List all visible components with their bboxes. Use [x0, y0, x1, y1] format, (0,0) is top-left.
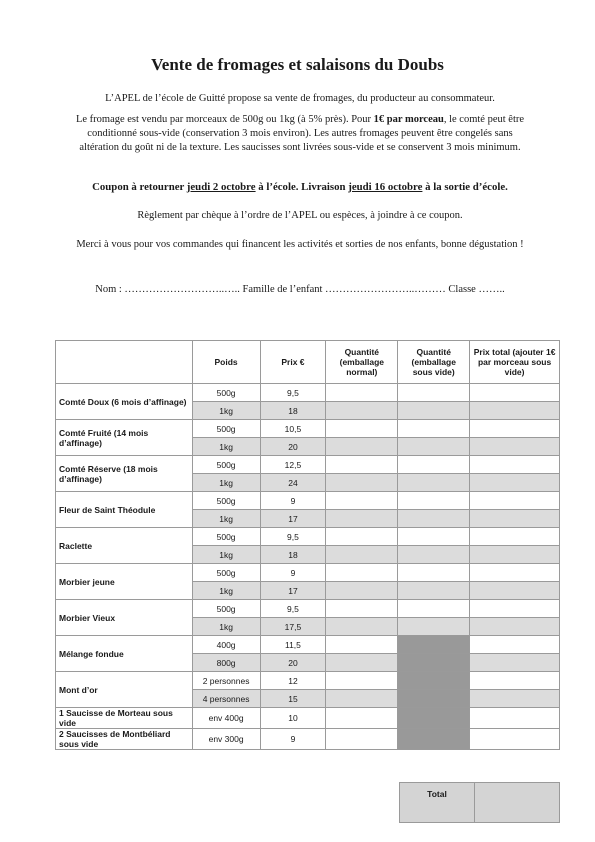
- product-price: 11,5: [260, 636, 326, 654]
- qty-normal-field[interactable]: [326, 690, 398, 708]
- qty-normal-field[interactable]: [326, 420, 398, 438]
- qty-normal-field[interactable]: [326, 456, 398, 474]
- qty-normal-field[interactable]: [326, 438, 398, 456]
- qty-normal-field[interactable]: [326, 510, 398, 528]
- product-weight: 2 personnes: [192, 672, 260, 690]
- qty-vide-field[interactable]: [398, 438, 470, 456]
- product-price: 10,5: [260, 420, 326, 438]
- total-row: [400, 783, 560, 823]
- qty-vide-field: [398, 690, 470, 708]
- row-total-field[interactable]: [470, 729, 560, 750]
- qty-vide-field[interactable]: [398, 420, 470, 438]
- product-weight: 500g: [192, 600, 260, 618]
- coupon-deadline: [50, 180, 550, 194]
- header-qty-normal: Quantité (emballage normal): [326, 341, 398, 384]
- table-row: [56, 492, 560, 510]
- row-total-field[interactable]: [470, 690, 560, 708]
- product-name: Comté Doux (6 mois d’affinage): [56, 384, 193, 420]
- product-weight: 1kg: [192, 582, 260, 600]
- total-value-field[interactable]: [475, 783, 560, 823]
- qty-normal-field[interactable]: [326, 564, 398, 582]
- row-total-field[interactable]: [470, 546, 560, 564]
- product-weight: 1kg: [192, 618, 260, 636]
- row-total-field[interactable]: [470, 618, 560, 636]
- table-header-row: [56, 341, 560, 384]
- detail-text-end: , le comté peut être conditionné sous-vide (conservation 3 mois environ). Les autres fromages peuvent être congelés sans altération du goût ni de la texture. Les saucisses sont livrées sous-vide et se conservent 3 mois minimum.: [79, 114, 525, 153]
- row-total-field[interactable]: [470, 438, 560, 456]
- qty-normal-field[interactable]: [326, 528, 398, 546]
- detail-text-start: Le fromage est vendu par morceaux de 500g ou 1kg (à 5% près). Pour: [75, 114, 374, 125]
- product-weight: 4 personnes: [192, 690, 260, 708]
- qty-normal-field[interactable]: [326, 708, 398, 729]
- qty-vide-field: [398, 729, 470, 750]
- qty-vide-field[interactable]: [398, 384, 470, 402]
- qty-normal-field[interactable]: [326, 600, 398, 618]
- qty-normal-field[interactable]: [326, 474, 398, 492]
- coupon-part1: Coupon à retourner: [92, 181, 187, 193]
- table-row: [56, 636, 560, 654]
- header-total: Prix total (ajouter 1€ par morceau sous vide): [470, 341, 560, 384]
- table-row: [56, 672, 560, 690]
- row-total-field[interactable]: [470, 654, 560, 672]
- qty-normal-field[interactable]: [326, 654, 398, 672]
- table-row: [56, 456, 560, 474]
- qty-vide-field[interactable]: [398, 528, 470, 546]
- qty-vide-field[interactable]: [398, 456, 470, 474]
- header-weight: Poids: [192, 341, 260, 384]
- qty-vide-field[interactable]: [398, 492, 470, 510]
- product-weight: 1kg: [192, 546, 260, 564]
- product-weight: env 300g: [192, 729, 260, 750]
- qty-normal-field[interactable]: [326, 384, 398, 402]
- product-weight: 1kg: [192, 510, 260, 528]
- product-weight: 800g: [192, 654, 260, 672]
- product-name: Morbier Vieux: [56, 600, 193, 636]
- qty-vide-field[interactable]: [398, 564, 470, 582]
- product-price: 15: [260, 690, 326, 708]
- product-name: 1 Saucisse de Morteau sous vide: [56, 708, 193, 729]
- row-total-field[interactable]: [470, 384, 560, 402]
- table-row: [56, 528, 560, 546]
- product-price: 12: [260, 672, 326, 690]
- total-label: Total: [400, 783, 475, 823]
- row-total-field[interactable]: [470, 672, 560, 690]
- product-weight: 500g: [192, 456, 260, 474]
- qty-normal-field[interactable]: [326, 492, 398, 510]
- payment-text: Règlement par chèque à l’ordre de l’APEL ou espèces, à joindre à ce coupon.: [137, 210, 463, 221]
- row-total-field[interactable]: [470, 492, 560, 510]
- qty-vide-field: [398, 672, 470, 690]
- product-weight: 500g: [192, 528, 260, 546]
- table-row: [56, 708, 560, 729]
- qty-normal-field[interactable]: [326, 636, 398, 654]
- product-name: Fleur de Saint Théodule: [56, 492, 193, 528]
- qty-normal-field[interactable]: [326, 672, 398, 690]
- total-table: [399, 782, 560, 823]
- qty-normal-field[interactable]: [326, 402, 398, 420]
- product-weight: 400g: [192, 636, 260, 654]
- product-price: 20: [260, 654, 326, 672]
- row-total-field[interactable]: [470, 636, 560, 654]
- product-weight: 1kg: [192, 402, 260, 420]
- customer-fields[interactable]: Nom : ………………………..….. Famille de l’enfant ……………………..……… Classe ……..: [95, 284, 505, 295]
- table-row: [56, 384, 560, 402]
- qty-vide-field[interactable]: [398, 618, 470, 636]
- qty-normal-field[interactable]: [326, 618, 398, 636]
- product-price: 9: [260, 729, 326, 750]
- qty-vide-field[interactable]: [398, 546, 470, 564]
- product-price: 9: [260, 564, 326, 582]
- header-product: [56, 341, 193, 384]
- product-price: 17,5: [260, 618, 326, 636]
- detail-text-bold: 1€ par morceau: [373, 114, 444, 125]
- coupon-part3: à la sortie d’école.: [422, 181, 508, 193]
- row-total-field[interactable]: [470, 600, 560, 618]
- product-price: 18: [260, 402, 326, 420]
- coupon-part2: à l’école. Livraison: [255, 181, 349, 193]
- product-price: 18: [260, 546, 326, 564]
- row-total-field[interactable]: [470, 402, 560, 420]
- header-qty-vide: Quantité (emballage sous vide): [398, 341, 470, 384]
- qty-vide-field[interactable]: [398, 402, 470, 420]
- coupon-date-delivery: jeudi 16 octobre: [348, 181, 423, 193]
- qty-vide-field[interactable]: [398, 600, 470, 618]
- order-table: [55, 340, 560, 750]
- product-price: 17: [260, 510, 326, 528]
- thanks-text: Merci à vous pour vos commandes qui financent les activités et sorties de nos enfants, bonne dégustation !: [76, 239, 524, 250]
- table-row: [56, 420, 560, 438]
- product-price: 9,5: [260, 600, 326, 618]
- qty-normal-field[interactable]: [326, 582, 398, 600]
- row-total-field[interactable]: [470, 582, 560, 600]
- product-price: 9: [260, 492, 326, 510]
- row-total-field[interactable]: [470, 564, 560, 582]
- header-price: Prix €: [260, 341, 326, 384]
- detail-text: [70, 113, 530, 155]
- qty-normal-field[interactable]: [326, 729, 398, 750]
- product-name: Comté Fruité (14 mois d’affinage): [56, 420, 193, 456]
- product-price: 10: [260, 708, 326, 729]
- product-weight: 500g: [192, 384, 260, 402]
- order-table-body: [56, 384, 560, 750]
- qty-vide-field: [398, 636, 470, 654]
- qty-normal-field[interactable]: [326, 546, 398, 564]
- product-weight: env 400g: [192, 708, 260, 729]
- table-row: [56, 564, 560, 582]
- product-price: 20: [260, 438, 326, 456]
- product-price: 12,5: [260, 456, 326, 474]
- product-price: 9,5: [260, 528, 326, 546]
- product-weight: 1kg: [192, 474, 260, 492]
- page-title: Vente de fromages et salaisons du Doubs: [151, 55, 444, 74]
- qty-vide-field: [398, 708, 470, 729]
- product-weight: 500g: [192, 492, 260, 510]
- qty-vide-field[interactable]: [398, 510, 470, 528]
- row-total-field[interactable]: [470, 456, 560, 474]
- row-total-field[interactable]: [470, 708, 560, 729]
- product-price: 17: [260, 582, 326, 600]
- product-name: Morbier jeune: [56, 564, 193, 600]
- product-weight: 500g: [192, 564, 260, 582]
- product-name: Mélange fondue: [56, 636, 193, 672]
- row-total-field[interactable]: [470, 474, 560, 492]
- product-price: 9,5: [260, 384, 326, 402]
- product-weight: 500g: [192, 420, 260, 438]
- product-name: Mont d’or: [56, 672, 193, 708]
- qty-vide-field: [398, 654, 470, 672]
- row-total-field[interactable]: [470, 420, 560, 438]
- row-total-field[interactable]: [470, 510, 560, 528]
- qty-vide-field[interactable]: [398, 474, 470, 492]
- qty-vide-field[interactable]: [398, 582, 470, 600]
- product-name: Comté Réserve (18 mois d’affinage): [56, 456, 193, 492]
- table-row: [56, 600, 560, 618]
- product-name: 2 Saucisses de Montbéliard sous vide: [56, 729, 193, 750]
- table-row: [56, 729, 560, 750]
- coupon-date-return: jeudi 2 octobre: [186, 181, 256, 193]
- product-name: Raclette: [56, 528, 193, 564]
- intro-text: L’APEL de l’école de Guitté propose sa vente de fromages, du producteur au consommateur.: [105, 93, 495, 104]
- row-total-field[interactable]: [470, 528, 560, 546]
- product-price: 24: [260, 474, 326, 492]
- product-weight: 1kg: [192, 438, 260, 456]
